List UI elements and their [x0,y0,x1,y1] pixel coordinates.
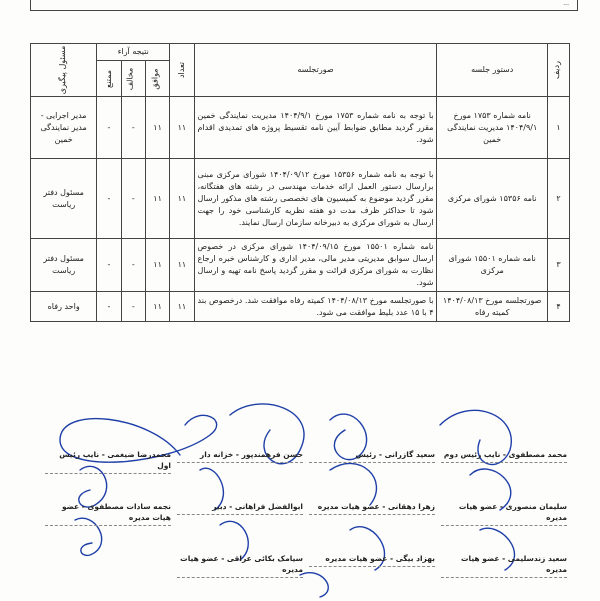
abstain-cell: - [97,292,121,322]
signature-cell: زهرا دهقانی - عضو هیات مدیره [306,497,438,549]
header-vote-result: نتیجه آراء [97,44,170,61]
signature-cell: محمدرضا ضیغمی - نایب رئیس اول [42,445,174,497]
header-agree: موافق [145,61,169,97]
signature-cell: سعید گازرانی - رئیس [306,445,438,497]
signature-cell: نجمه سادات مصطفوی - عضو هیات مدیره [42,497,174,549]
header-row-number: ردیف [547,44,569,97]
signature-grid [40,445,570,600]
abstain-cell: - [97,159,121,239]
agenda-cell: نامه ۱۵۳۵۶ شورای مرکزی [437,159,547,239]
count-cell: ۱۱ [170,97,194,159]
signature-cell [42,549,174,601]
header-followup: مسئول پیگیری [31,44,97,97]
agree-cell: ۱۱ [145,239,169,292]
agree-cell: ۱۱ [145,292,169,322]
agree-cell: ۱۱ [145,159,169,239]
oppose-cell: - [121,239,145,292]
oppose-cell: - [121,97,145,159]
followup-cell: مسئول دفتر ریاست [31,239,97,292]
header-minutes: صورتجلسه [194,44,437,97]
signature-cell: سلیمان منصوری - عضو هیات مدیره [438,497,570,549]
signature-cell: ابوالفضل فراهانی - دبیر [174,497,306,549]
minutes-cell: نامه شماره ۱۵۵۰۱ مورخ ۱۴۰۴/۰۹/۱۵ شورای مرکزی در خصوص ارسال سوابق مدیریتی مدیر مالی، مدیر اداری و کارشناس خبره ارجاع نظارت به شورای مرکزی قرائت و مقرر گردید پاسخ نامه تهیه و ارسال شود. [194,239,437,292]
header-count: تعداد [170,44,194,97]
agenda-cell: نامه شماره ۱۷۵۳ مورخ ۱۴۰۴/۹/۱ مدیریت نمایندگی خمین [437,97,547,159]
signature-cell: محمد مصطفوی - نایب رئیس دوم [438,445,570,497]
row-number: ۲ [547,159,569,239]
table-row [31,97,570,159]
oppose-cell: - [121,159,145,239]
minutes-cell: با توجه به نامه شماره ۱۵۳۵۶ مورخ ۱۴۰۴/۰۹/۱۲ شورای مرکزی مبنی برارسال دستور العمل ارائه خدمات مهندسی در رشته های هفتگانه، مقرر گردید موضوع به کمیسیون های تخصصی رشته های مذکور ارسال شود تا حداکثر ظرف مدت دو هفته نظریه کارشناسی خود را جهت ارسال به شورای مرکزی به دبیرخانه سازمان ارسال نمایند. [194,159,437,239]
signature-row [40,445,570,497]
count-cell: ۱۱ [170,239,194,292]
agenda-cell: نامه شماره ۱۵۵۰۱ شورای مرکزی [437,239,547,292]
signature-cell: حسن فرهمندپور - خزانه دار [174,445,306,497]
table-row [31,292,570,322]
header-oppose: مخالف [121,61,145,97]
table-row [31,159,570,239]
header-abstain: ممتنع [97,61,121,97]
followup-cell: واحد رفاه [31,292,97,322]
count-cell: ۱۱ [170,159,194,239]
table-row [31,239,570,292]
row-number: ۱ [547,97,569,159]
row-number: ۳ [547,239,569,292]
abstain-cell: - [97,97,121,159]
agenda-cell: صورتجلسه مورخ ۱۴۰۴/۰۸/۱۳ کمیته رفاه [437,292,547,322]
signature-row [40,549,570,601]
count-cell: ۱۱ [170,292,194,322]
signature-cell: سعید زندسلیمی - عضو هیات مدیره [438,549,570,601]
agree-cell: ۱۱ [145,97,169,159]
minutes-table [30,43,570,322]
abstain-cell: - [97,239,121,292]
row-number: ۴ [547,292,569,322]
minutes-cell: با توجه به نامه شماره ۱۷۵۳ مورخ ۱۴۰۴/۹/۱ مدیریت نمایندگی خمین مقرر گردید مطابق ضوابط آیین نامه تقسیط پروژه های تمدیدی اقدام شود. [194,97,437,159]
header-strip: ... [30,0,578,11]
minutes-cell: با صورتجلسه مورخ ۱۴۰۴/۰۸/۱۳ کمیته رفاه موافقت شد. درخصوص بند ۴ با ۱۵ عدد بلیط موافقت می شود. [194,292,437,322]
signature-cell: بهزاد بیگی - عضو هیات مدیره [306,549,438,601]
signature-row [40,497,570,549]
followup-cell: مسئول دفتر ریاست [31,159,97,239]
signature-cell: سیامک بکائی عراقی - عضو هیات مدیره [174,549,306,601]
header-agenda: دستور جلسه [437,44,547,97]
followup-cell: مدیر اجرایی - مدیر نمایندگی خمین [31,97,97,159]
oppose-cell: - [121,292,145,322]
